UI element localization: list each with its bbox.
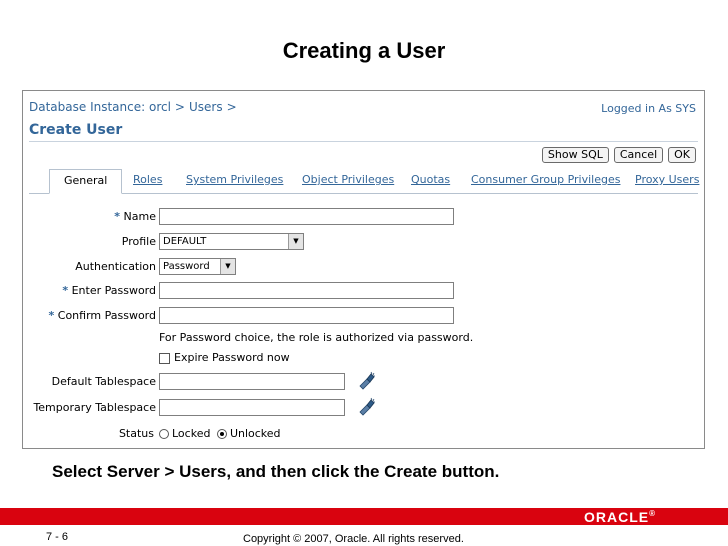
profile-value: DEFAULT [163, 236, 207, 247]
confirm-password-input[interactable] [159, 307, 454, 324]
logged-in-status: Logged in As SYS [601, 102, 696, 115]
required-marker: * [48, 309, 55, 322]
profile-label: Profile [121, 235, 156, 248]
enter-password-label: * Enter Password [62, 284, 156, 297]
status-locked-radio[interactable] [159, 429, 169, 439]
tab-quotas[interactable]: Quotas [411, 173, 451, 186]
expire-password-label: Expire Password now [174, 351, 290, 364]
default-tablespace-label: Default Tablespace [51, 375, 156, 388]
flashlight-search-icon[interactable] [357, 397, 375, 417]
tab-system-privileges[interactable]: System Privileges [186, 173, 284, 186]
password-note: For Password choice, the role is authorized via password. [159, 331, 474, 344]
status-locked-label: Locked [172, 427, 211, 440]
name-label: * Name [114, 210, 156, 223]
status-radio-group [159, 427, 281, 440]
page-number: 7 - 6 [46, 531, 69, 543]
tab-proxy-users[interactable]: Proxy Users [635, 173, 700, 186]
breadcrumb-users[interactable]: Users [188, 100, 223, 114]
status-unlocked-radio[interactable] [217, 429, 227, 439]
authentication-label: Authentication [75, 260, 156, 273]
tab-bar [29, 169, 698, 194]
profile-row [23, 233, 704, 253]
create-user-screen [22, 90, 705, 449]
name-input[interactable] [159, 208, 454, 225]
slide-caption: Select Server > Users, and then click the Create button. [52, 462, 500, 481]
flashlight-search-icon[interactable] [357, 371, 375, 391]
cancel-button[interactable]: Cancel [614, 147, 663, 163]
required-marker: * [114, 210, 121, 223]
default-tablespace-input[interactable] [159, 373, 345, 390]
title-divider [29, 141, 698, 142]
copyright: Copyright © 2007, Oracle. All rights reserved. [243, 533, 464, 545]
temporary-tablespace-row [23, 399, 704, 419]
confirm-password-row [23, 307, 704, 327]
status-label: Status [118, 427, 154, 440]
default-tablespace-row [23, 373, 704, 393]
chevron-down-icon: ▼ [288, 234, 303, 249]
chevron-down-icon: ▼ [220, 259, 235, 274]
tab-roles[interactable]: Roles [133, 173, 163, 186]
enter-password-input[interactable] [159, 282, 454, 299]
tab-consumer-group-privileges[interactable]: Consumer Group Privileges [471, 173, 621, 186]
show-sql-button[interactable]: Show SQL [542, 147, 609, 163]
authentication-value: Password [163, 261, 210, 272]
breadcrumb-separator: > [174, 100, 185, 114]
page-title: Create User [29, 122, 123, 138]
temporary-tablespace-input[interactable] [159, 399, 345, 416]
slide-title: Creating a User [282, 38, 446, 63]
ok-button[interactable]: OK [668, 147, 696, 163]
breadcrumb [29, 100, 241, 114]
action-buttons [542, 147, 696, 163]
expire-password-checkbox[interactable] [159, 353, 170, 364]
authentication-row [23, 258, 704, 278]
enter-password-row [23, 282, 704, 302]
authentication-select[interactable] [159, 258, 236, 275]
expire-password-row [159, 351, 290, 364]
profile-select[interactable] [159, 233, 304, 250]
confirm-password-label: * Confirm Password [48, 309, 156, 322]
tab-object-privileges[interactable]: Object Privileges [302, 173, 395, 186]
temporary-tablespace-label: Temporary Tablespace [33, 401, 156, 414]
status-unlocked-label: Unlocked [229, 427, 281, 440]
breadcrumb-database-instance[interactable]: Database Instance: orcl [29, 100, 171, 114]
footer-bar [0, 508, 728, 525]
oracle-logo: ORACLE® [583, 509, 656, 525]
status-row [23, 425, 704, 445]
required-marker: * [62, 284, 69, 297]
tab-general[interactable]: General [49, 169, 122, 194]
name-row [23, 208, 704, 228]
breadcrumb-separator: > [226, 100, 237, 114]
